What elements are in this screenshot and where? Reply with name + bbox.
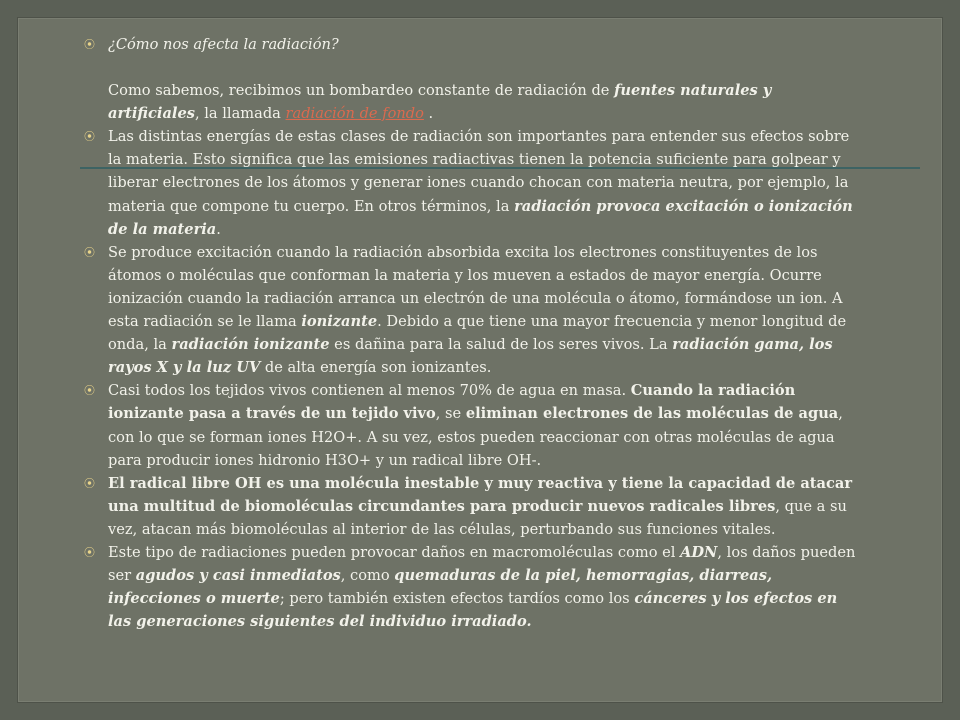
bullet-icon: ⦿ — [84, 545, 95, 559]
text: Como sabemos, recibimos un bombardeo constante de radiación de — [108, 82, 615, 100]
radiacion-de-fondo-link[interactable]: radiación de fondo — [285, 105, 424, 123]
bullet-icon: ⦿ — [84, 38, 95, 51]
emphasis: El radical libre OH es una molécula inestable y muy reactiva y tiene la capacidad de atacar una multitud de biomoléculas circundantes para producir nuevos radicales libres — [108, 474, 853, 515]
emphasis: radiación provoca excitación o ionización de la materia — [108, 197, 853, 238]
bullet-icon: ⦿ — [84, 476, 95, 490]
emphasis: ionizante — [301, 313, 378, 331]
spacer — [108, 56, 864, 79]
text: Las distintas energías de estas clases de radiación son importantes para entender sus efectos sobre la materia. Esto significa que las emisiones radiactivas tienen la potencia suficiente para golpear y liberar electrones de los átomos y generar iones cuando chocan con materia neutra, por ejemplo, la materia que compone tu cuerpo. En otros términos, la — [108, 128, 850, 215]
bullet-icon: ⦿ — [84, 245, 95, 259]
text: ; pero también existen efectos tardíos como los — [279, 590, 635, 608]
emphasis: ADN — [680, 543, 718, 561]
bullet-item-5 — [84, 472, 864, 541]
emphasis: Cuando la radiación ionizante pasa a través de un tejido vivo — [108, 382, 796, 423]
bullet-item-6 — [84, 541, 864, 633]
text: . — [423, 105, 434, 123]
emphasis: eliminan electrones de las moléculas de agua — [465, 405, 839, 423]
bullet-item-4 — [84, 379, 864, 471]
bullet-item-1 — [84, 33, 864, 125]
text: Este tipo de radiaciones pueden provocar daños en macromoléculas como el — [108, 543, 681, 561]
text: de alta energía son ionizantes. — [260, 359, 492, 377]
emphasis: quemaduras de la piel, hemorragias, diarreas, infecciones o muerte — [108, 567, 773, 608]
text: , que a su vez, atacan más biomoléculas al interior de las células, perturbando sus funciones vitales. — [108, 497, 847, 538]
text: . — [216, 220, 221, 238]
bullet-icon: ⦿ — [84, 384, 95, 398]
text: , los daños pueden ser — [108, 543, 856, 585]
slide-content — [18, 18, 942, 702]
emphasis: radiación ionizante — [171, 336, 330, 354]
text: . Debido a que tiene una mayor frecuencia y menor longitud de onda, la — [108, 313, 847, 354]
emphasis: agudos y casi inmediatos — [135, 567, 341, 585]
text: , la llamada — [194, 105, 286, 123]
text: , con lo que se forman iones H2O+. A su vez, estos pueden reaccionar con otras moléculas de agua para producir iones hidronio H3O+ y un radical libre OH-. — [108, 405, 843, 469]
emphasis: fuentes naturales y artificiales — [108, 82, 772, 123]
text: Se produce excitación cuando la radiación absorbida excita los electrones constituyentes de los átomos o moléculas que conforman la materia y los mueven a estados de mayor energía. Ocurre ionización cuando la radiación arranca un electrón de una molécula o átomo, formándose un ion. A esta radiación se le llama — [108, 243, 843, 331]
bullet-item-2 — [84, 125, 864, 240]
text: , se — [435, 405, 466, 423]
emphasis: cánceres y los efectos en las generaciones siguientes del individuo irradiado. — [108, 590, 838, 631]
text: , como — [340, 567, 395, 585]
text: Casi todos los tejidos vivos contienen al menos 70% de agua en masa. — [108, 382, 631, 400]
bullet-list — [84, 33, 864, 633]
emphasis: radiación gama, los rayos X y la luz UV — [108, 336, 833, 377]
bullet-icon: ⦿ — [84, 130, 95, 144]
bullet-item-3 — [84, 241, 864, 380]
slide-frame — [18, 18, 942, 702]
text: es dañina para la salud de los seres vivos. La — [329, 336, 673, 354]
question-heading: ¿Cómo nos afecta la radiación? — [108, 36, 339, 53]
